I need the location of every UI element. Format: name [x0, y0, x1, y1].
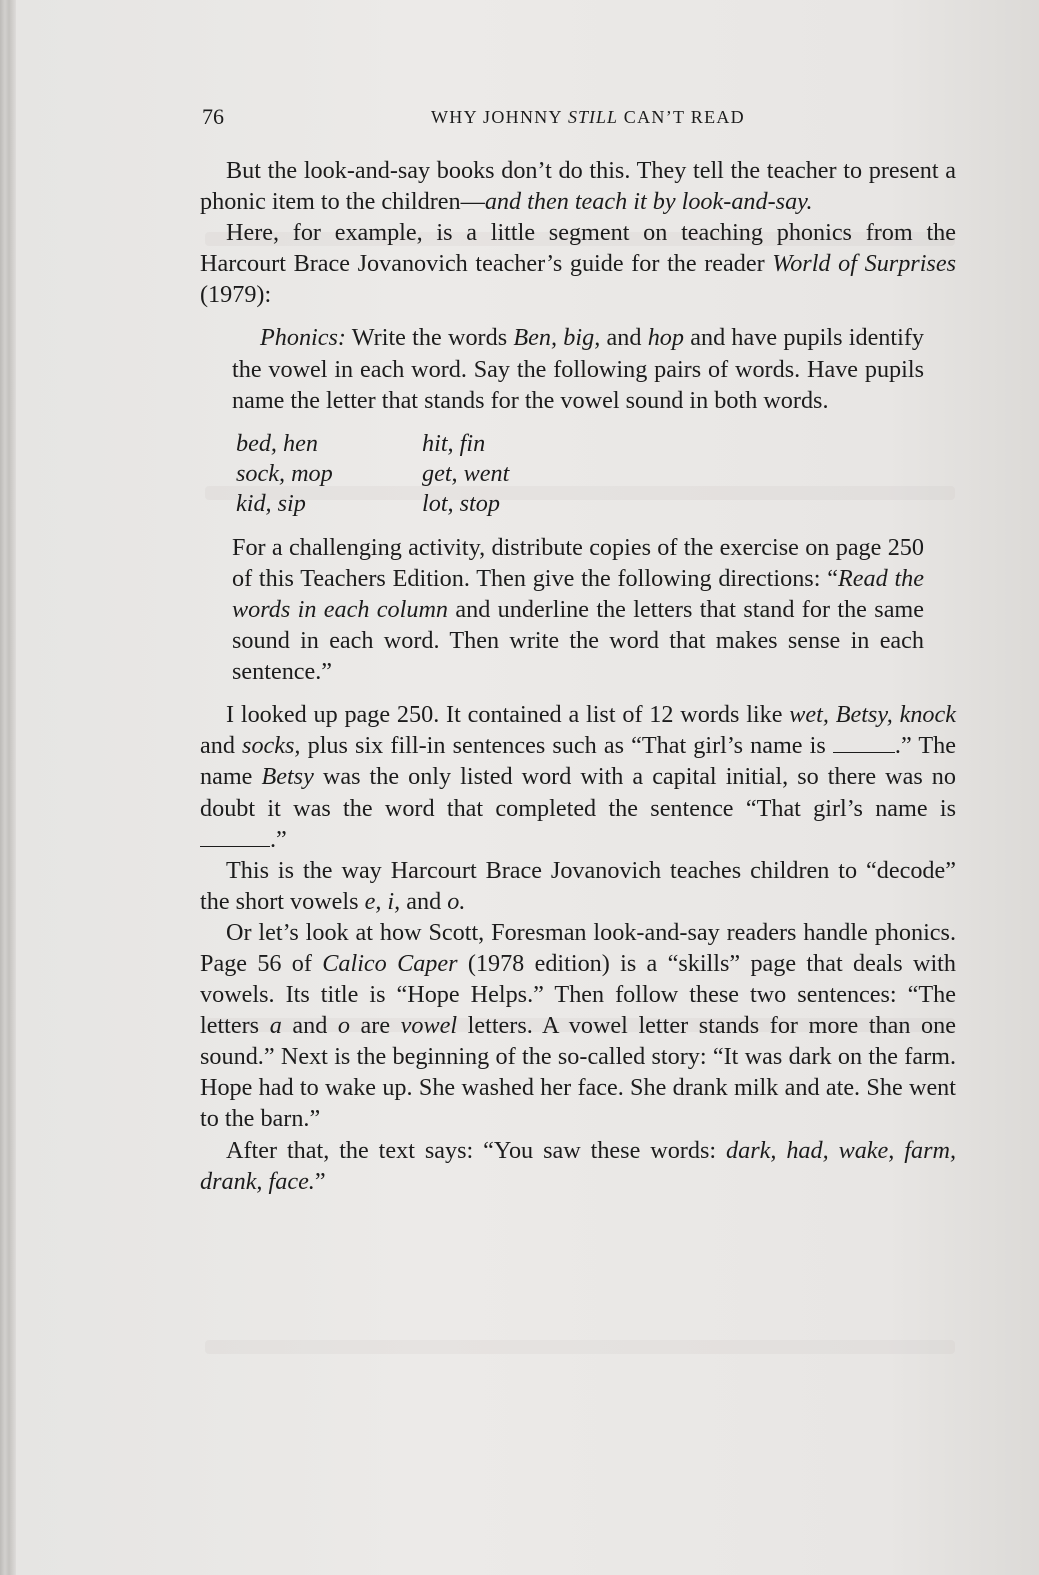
fill-in-blank	[833, 732, 895, 753]
paragraph: After that, the text says: “You saw these words: dark, had, wake, farm, drank, face.”	[200, 1136, 956, 1195]
quote-paragraph: For a challenging activity, distribute copies of the exercise on page 250 of this Teachers Edition. Then give the following directions: “Read the words in each column and underline the letters that stand for the same sound in each word. Then write the word that makes sense in each sentence.”	[232, 533, 925, 686]
word-pair: bed, hen	[236, 429, 318, 457]
paragraph: Here, for example, is a little segment on teaching phonics from the Harcourt Brace Jovanovich teacher’s guide for the reader World of Surprises (1979):	[200, 219, 956, 309]
page-number: 76	[202, 104, 224, 129]
paragraph: I looked up page 250. It contained a list of 12 words like wet, Betsy, knock and socks, plus six fill-in sentences such as “That girl’s name is .” The name Betsy was the only listed word with a capital initial, so there was no doubt it was the word that completed the sentence “That girl’s name is .”	[200, 701, 956, 853]
word-pair: lot, stop	[422, 489, 500, 517]
paragraph: Or let’s look at how Scott, Foresman look-and-say readers handle phonics. Page 56 of Calico Caper (1978 edition) is a “skills” page that deals with vowels. Its title is “Hope Helps.” Then follow these two sentences: “The letters a and o are vowel letters. A vowel letter stands for more than one sound.” Next is the beginning of the so-called story: “It was dark on the farm. Hope had to wake up. She washed her face. She drank milk and ate. She went to the barn.”	[200, 918, 956, 1133]
running-head: WHY JOHNNY STILL CAN’T READ	[431, 107, 745, 127]
fill-in-blank	[200, 828, 270, 847]
book-title: Calico Caper	[322, 949, 458, 977]
book-title: World of Surprises	[772, 250, 956, 278]
page-header	[200, 104, 956, 134]
word-pair: sock, mop	[236, 459, 333, 487]
book-spine-edge	[0, 0, 16, 1575]
quote-paragraph: Phonics: Write the words Ben, big, and hop and have pupils identify the vowel in each word. Say the following pairs of words. Have pupils name the letter that stands for the vowel sound in both words.	[232, 324, 924, 414]
block-quote	[232, 322, 924, 687]
paragraph: But the look-and-say books don’t do this. They tell the teacher to present a phonic item to the children—and then teach it by look-and-say.	[200, 157, 956, 216]
word-pair: hit, fin	[422, 429, 486, 457]
body-text	[200, 155, 956, 1197]
bleed-through-texture	[205, 1340, 955, 1354]
paragraph: This is the way Harcourt Brace Jovanovich teaches children to “decode” the short vowels e, i, and o.	[200, 856, 956, 915]
word-pair: kid, sip	[236, 489, 306, 517]
word-pairs-list	[236, 429, 924, 519]
word-pair: get, went	[422, 459, 510, 487]
